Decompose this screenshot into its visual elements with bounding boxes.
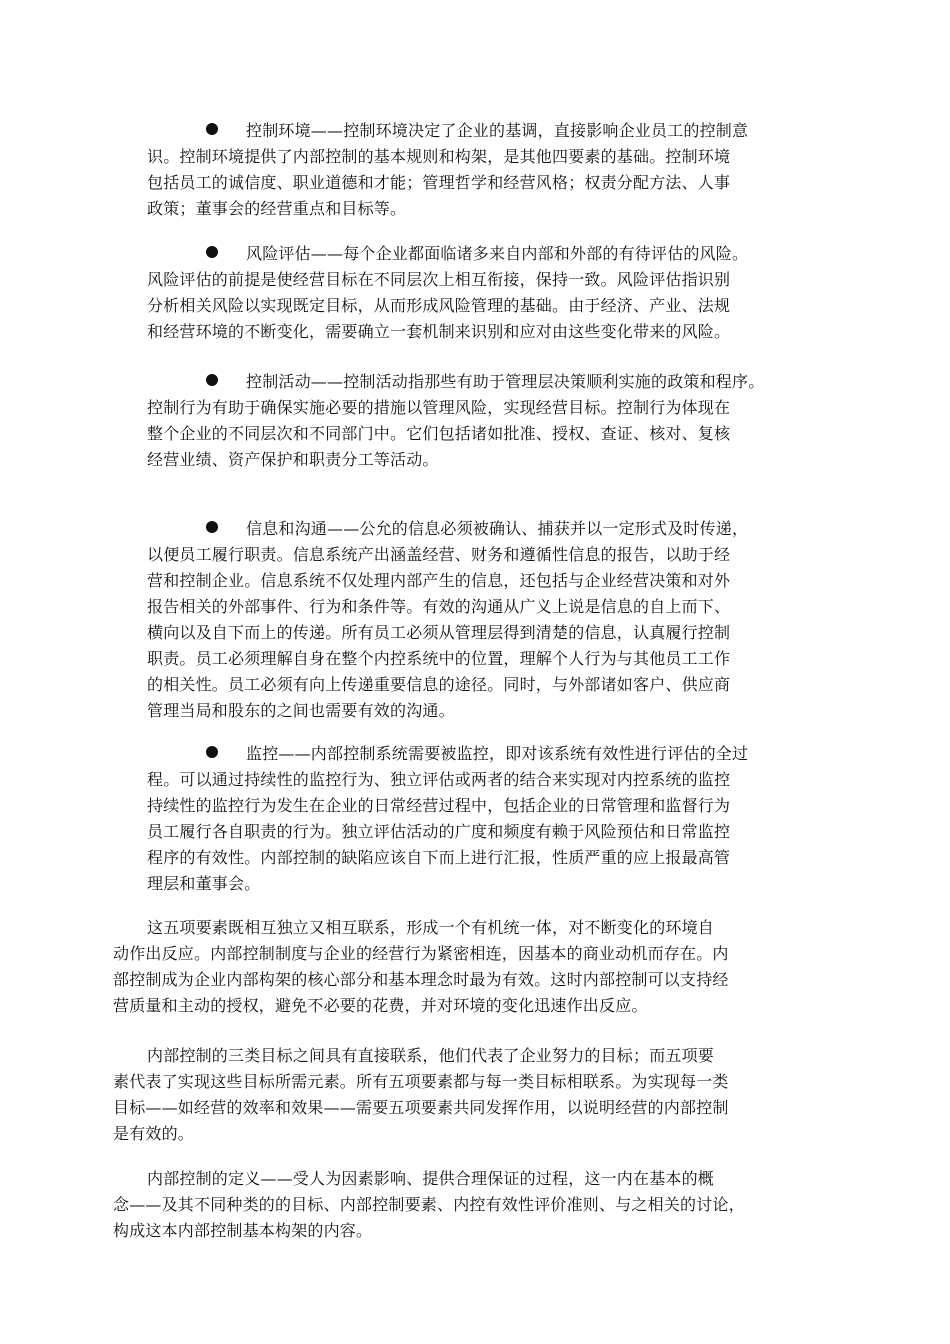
bullet-text-line: 风险评估——每个企业都面临诸多来自内部和外部的有待评估的风险。 bbox=[246, 244, 749, 263]
bullet-text-line: 经营业绩、资产保护和职责分工等活动。 bbox=[147, 450, 439, 469]
bullet-item-risk-assessment bbox=[147, 241, 852, 345]
bullet-text-line: 和经营环境的不断变化，需要确立一套机制来识别和应对由这些变化带来的风险。 bbox=[147, 322, 731, 341]
paragraph-text-line: 内部控制的三类目标之间具有直接联系，他们代表了企业努力的目标；而五项要 bbox=[147, 1046, 715, 1065]
bullet-text-line: 员工履行各自职责的行为。独立评估活动的广度和频度有赖于风险预估和日常监控 bbox=[147, 822, 731, 841]
paragraph-text-line: 是有效的。 bbox=[113, 1124, 195, 1143]
paragraph-text-line: 这五项要素既相互独立又相互联系，形成一个有机统一体，对不断变化的环境自 bbox=[147, 918, 715, 937]
bullet-text-line: 控制环境——控制环境决定了企业的基调，直接影响企业员工的控制意 bbox=[246, 121, 749, 140]
bullet-text-line: 理层和董事会。 bbox=[147, 874, 261, 893]
bullet-text-line: 以便员工履行职责。信息系统产出涵盖经营、财务和遵循性信息的报告，以助于经 bbox=[147, 545, 731, 564]
bullet-text-line: 信息和沟通——公允的信息必须被确认、捕获并以一定形式及时传递， bbox=[246, 519, 749, 538]
paragraph-text-line: 念——及其不同种类的的目标、内部控制要素、内控有效性评价准则、与之相关的讨论， bbox=[113, 1195, 745, 1214]
bullet-text-line: 整个企业的不同层次和不同部门中。它们包括诸如批准、授权、查证、核对、复核 bbox=[147, 424, 731, 443]
bullet-text-line: 包括员工的诚信度、职业道德和才能；管理哲学和经营风格；权责分配方法、人事 bbox=[147, 173, 731, 192]
bullet-text-line: 识。控制环境提供了内部控制的基本规则和构架，是其他四要素的基础。控制环境 bbox=[147, 147, 731, 166]
bullet-text-line: 监控——内部控制系统需要被监控，即对该系统有效性进行评估的全过 bbox=[246, 744, 749, 763]
bullet-dot-icon bbox=[206, 746, 218, 758]
bullet-text-line: 分析相关风险以实现既定目标，从而形成风险管理的基础。由于经济、产业、法规 bbox=[147, 296, 731, 315]
bullet-text-line: 程序的有效性。内部控制的缺陷应该自下而上进行汇报，性质严重的应上报最高管 bbox=[147, 848, 731, 867]
bullet-text-line: 横向以及自下而上的传递。所有员工必须从管理层得到清楚的信息，认真履行控制 bbox=[147, 623, 731, 642]
bullet-text-line: 持续性的监控行为发生在企业的日常经营过程中，包括企业的日常管理和监督行为 bbox=[147, 796, 731, 815]
bullet-first-line bbox=[147, 241, 852, 267]
bullet-first-line bbox=[147, 516, 852, 542]
paragraph-objectives-elements bbox=[113, 1043, 853, 1147]
paragraph-text-line: 目标——如经营的效率和效果——需要五项要素共同发挥作用，以说明经营的内部控制 bbox=[113, 1098, 729, 1117]
bullet-text-line: 程。可以通过持续性的监控行为、独立评估或两者的结合来实现对内控系统的监控 bbox=[147, 770, 731, 789]
bullet-dot-icon bbox=[206, 246, 218, 258]
bullet-first-line bbox=[147, 741, 852, 767]
paragraph-text-line: 内部控制的定义——受人为因素影响、提供合理保证的过程，这一内在基本的概 bbox=[147, 1169, 715, 1188]
paragraph-text-line: 素代表了实现这些目标所需元素。所有五项要素都与每一类目标相联系。为实现每一类 bbox=[113, 1072, 729, 1091]
bullet-first-line bbox=[147, 118, 852, 144]
bullet-text-line: 的相关性。员工必须有向上传递重要信息的途径。同时，与外部诸如客户、供应商 bbox=[147, 675, 731, 694]
bullet-text-line: 管理当局和股东的之间也需要有效的沟通。 bbox=[147, 701, 455, 720]
bullet-dot-icon bbox=[206, 123, 218, 135]
bullet-dot-icon bbox=[206, 521, 218, 533]
bullet-text-line: 控制行为有助于确保实施必要的措施以管理风险，实现经营目标。控制行为体现在 bbox=[147, 398, 731, 417]
paragraph-text-line: 部控制成为企业内部构架的核心部分和基本理念时最为有效。这时内部控制可以支持经 bbox=[113, 970, 729, 989]
bullet-item-control-environment bbox=[147, 118, 852, 222]
bullet-item-control-activities bbox=[147, 369, 852, 473]
bullet-item-information-communication bbox=[147, 516, 852, 724]
paragraph-text-line: 构成这本内部控制基本构架的内容。 bbox=[113, 1221, 373, 1240]
bullet-text-line: 风险评估的前提是使经营目标在不同层次上相互衔接，保持一致。风险评估指识别 bbox=[147, 270, 731, 289]
bullet-text-line: 政策；董事会的经营重点和目标等。 bbox=[147, 199, 407, 218]
paragraph-five-elements bbox=[113, 915, 853, 1019]
bullet-item-monitoring bbox=[147, 741, 852, 897]
bullet-text-line: 报告相关的外部事件、行为和条件等。有效的沟通从广义上说是信息的自上而下、 bbox=[147, 597, 731, 616]
paragraph-text-line: 营质量和主动的授权，避免不必要的花费，并对环境的变化迅速作出反应。 bbox=[113, 996, 648, 1015]
bullet-text-line: 职责。员工必须理解自身在整个内控系统中的位置，理解个人行为与其他员工工作 bbox=[147, 649, 731, 668]
bullet-first-line bbox=[147, 369, 852, 395]
bullet-text-line: 控制活动——控制活动指那些有助于管理层决策顺利实施的政策和程序。 bbox=[246, 372, 765, 391]
paragraph-text-line: 动作出反应。内部控制制度与企业的经营行为紧密相连，因基本的商业动机而存在。内 bbox=[113, 944, 729, 963]
bullet-dot-icon bbox=[206, 374, 218, 386]
bullet-text-line: 营和控制企业。信息系统不仅处理内部产生的信息，还包括与企业经营决策和对外 bbox=[147, 571, 731, 590]
paragraph-definition bbox=[113, 1166, 853, 1244]
